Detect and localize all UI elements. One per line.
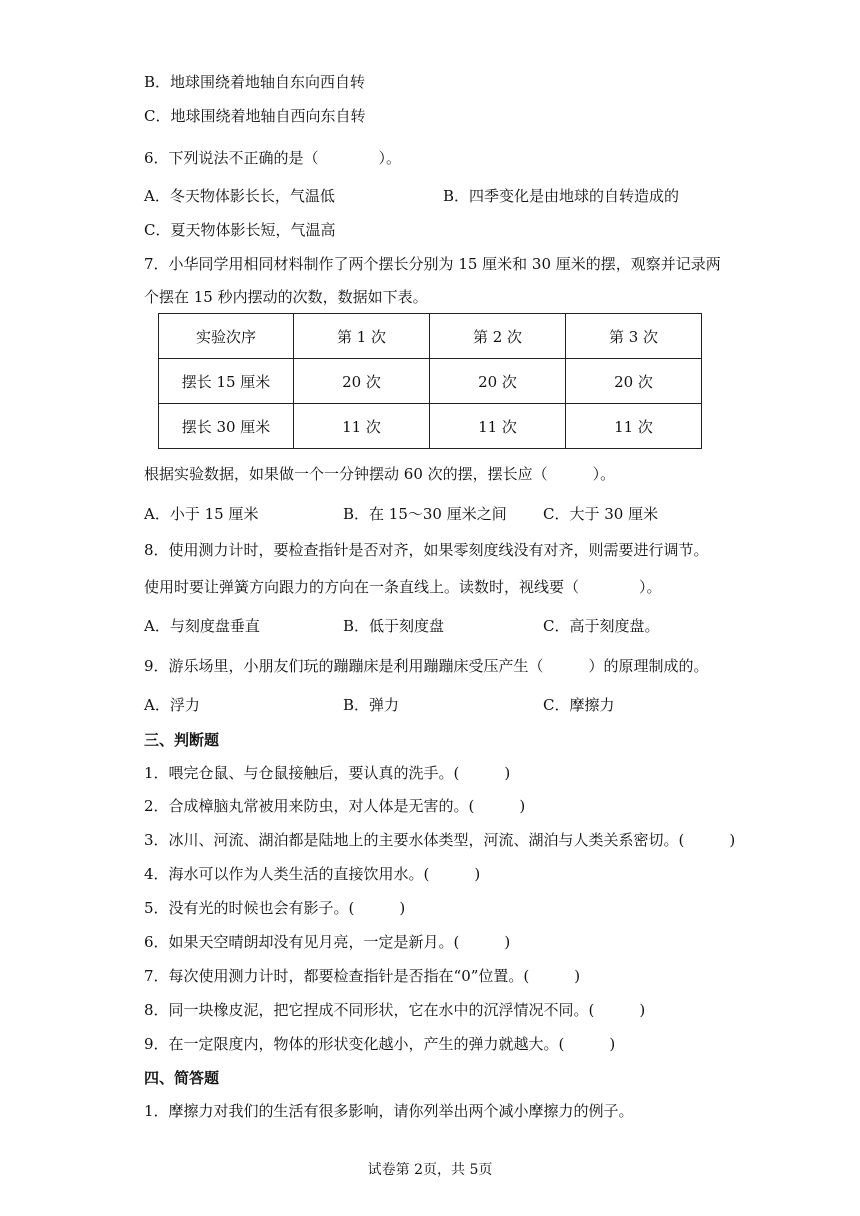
option-8c: C．高于刻度盘。 [543, 617, 660, 635]
table-cell: 摆长 30 厘米 [159, 404, 294, 449]
judgement-item: 1．喂完仓鼠、与仓鼠接触后，要认真的洗手。( ) [144, 764, 511, 782]
option-6c: C．夏天物体影长短，气温高 [144, 221, 336, 239]
section-title-short-answer: 四、简答题 [144, 1069, 220, 1087]
table-cell: 20 次 [294, 359, 430, 404]
judgement-item: 8．同一块橡皮泥，把它捏成不同形状，它在水中的沉浮情况不同。( ) [144, 1001, 646, 1019]
option-6b: B．四季变化是由地球的自转造成的 [443, 187, 680, 205]
question-7-line-1: 7．小华同学用相同材料制作了两个摆长分别为 15 厘米和 30 厘米的摆，观察并记录两 [144, 255, 721, 273]
table-cell: 20 次 [430, 359, 566, 404]
option-9a: A．浮力 [144, 696, 200, 714]
judgement-item: 3．冰川、河流、湖泊都是陆地上的主要水体类型，河流、湖泊与人类关系密切。( ) [144, 831, 736, 849]
option-7a: A．小于 15 厘米 [144, 505, 259, 523]
page-footer: 试卷第 2页，共 5页 [367, 1162, 493, 1178]
question-8-line-1: 8．使用测力计时，要检查指针是否对齐，如果零刻度线没有对齐，则需要进行调节。 [144, 541, 709, 559]
table-row [159, 404, 702, 449]
judgement-item: 6．如果天空晴朗却没有见月亮，一定是新月。( ) [144, 933, 511, 951]
judgement-item: 4．海水可以作为人类生活的直接饮用水。( ) [144, 865, 481, 883]
judgement-item: 7．每次使用测力计时，都要检查指针是否指在“0”位置。( ) [144, 967, 581, 985]
table-row [159, 359, 702, 404]
table-header-row [159, 314, 702, 359]
option-8a: A．与刻度盘垂直 [144, 617, 260, 635]
question-8-line-2: 使用时要让弹簧方向跟力的方向在一条直线上。读数时，视线要（ ）。 [144, 578, 662, 596]
question-7-line-2: 个摆在 15 秒内摆动的次数，数据如下表。 [144, 288, 428, 306]
option-5c: C．地球围绕着地轴自西向东自转 [144, 107, 366, 125]
table-cell: 11 次 [566, 404, 702, 449]
option-8b: B．低于刻度盘 [343, 617, 445, 635]
table-header-cell: 第 3 次 [566, 314, 702, 359]
question-7-prompt: 根据实验数据，如果做一个一分钟摆动 60 次的摆，摆长应（ ）。 [144, 465, 616, 483]
question-6: 6．下列说法不正确的是（ ）。 [144, 149, 402, 167]
question-9: 9．游乐场里，小朋友们玩的蹦蹦床是利用蹦蹦床受压产生（ ）的原理制成的。 [144, 657, 709, 675]
table-cell: 20 次 [566, 359, 702, 404]
table-header-cell: 实验次序 [159, 314, 294, 359]
option-7c: C．大于 30 厘米 [543, 505, 659, 523]
judgement-item: 9．在一定限度内，物体的形状变化越小，产生的弹力就越大。( ) [144, 1035, 616, 1053]
option-9c: C．摩擦力 [543, 696, 615, 714]
option-7b: B．在 15～30 厘米之间 [343, 505, 507, 523]
short-answer-item: 1．摩擦力对我们的生活有很多影响，请你列举出两个减小摩擦力的例子。 [144, 1102, 634, 1120]
option-5b: B．地球围绕着地轴自东向西自转 [144, 73, 366, 91]
section-title-judgement: 三、判断题 [144, 731, 220, 749]
judgement-item: 2．合成樟脑丸常被用来防虫，对人体是无害的。( ) [144, 797, 526, 815]
table-header-cell: 第 2 次 [430, 314, 566, 359]
data-table [158, 313, 702, 449]
option-6a: A．冬天物体影长长，气温低 [144, 187, 335, 205]
option-9b: B．弹力 [343, 696, 400, 714]
judgement-item: 5．没有光的时候也会有影子。( ) [144, 899, 406, 917]
table-header-cell: 第 1 次 [294, 314, 430, 359]
table-cell: 11 次 [430, 404, 566, 449]
table-cell: 摆长 15 厘米 [159, 359, 294, 404]
table-cell: 11 次 [294, 404, 430, 449]
